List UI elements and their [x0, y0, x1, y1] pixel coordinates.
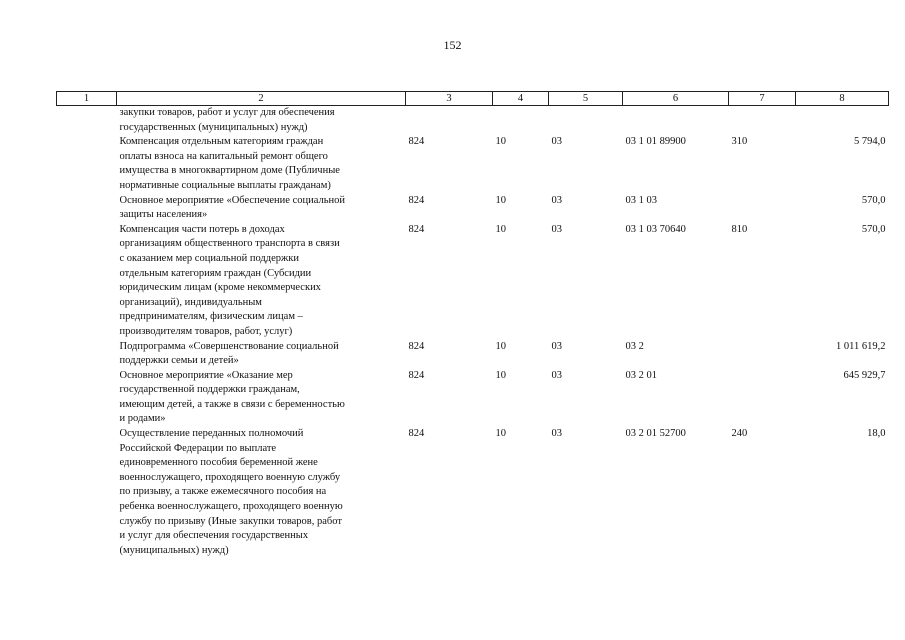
cell-target-article: 03 2 01 52700	[625, 428, 686, 440]
cell-expense-type	[729, 340, 796, 369]
column-header: 8	[796, 92, 889, 106]
cell-amount	[796, 106, 889, 136]
table-row	[57, 106, 889, 136]
table-row	[57, 369, 889, 427]
cell-subsection: 03	[551, 136, 562, 148]
page-number: 152	[443, 38, 462, 52]
row-name: Компенсация части потерь в доходах организациям общественного транспорта в связи с оказанием мер социальной поддержки отдельным категориям граждан (Субсидии юридическим лицам (кроме некоммерческих организаций), индивидуальным предпринимателям, физическим лицам – производителям товаров, работ, услуг)	[119, 223, 340, 337]
cell-expense-type: 810	[731, 223, 748, 235]
column-header: 1	[57, 92, 117, 106]
cell-subsection: 03	[551, 428, 562, 440]
cell-ministry-code: 824	[408, 223, 425, 235]
cell-ministry-code: 824	[408, 136, 425, 148]
cell-empty	[57, 427, 117, 558]
cell-amount: 5 794,0	[854, 136, 886, 148]
cell-target-article: 03 1 03	[625, 194, 657, 206]
cell-subsection: 03	[551, 340, 562, 352]
row-name: Компенсация отдельным категориям граждан оплаты взноса на капитальный ремонт общего имущества в многоквартирном доме (Публичные нормативные социальные выплаты гражданам)	[119, 136, 340, 191]
cell-section: 10	[495, 136, 506, 148]
row-name: Подпрограмма «Совершенствование социальной поддержки семьи и детей»	[119, 340, 339, 367]
row-name: Основное мероприятие «Обеспечение социальной защиты населения»	[119, 194, 345, 221]
cell-amount: 570,0	[861, 194, 886, 206]
budget-table	[56, 91, 889, 558]
column-header: 6	[623, 92, 729, 106]
column-number-header	[57, 92, 889, 106]
cell-subsection	[549, 106, 623, 136]
cell-target-article: 03 1 03 70640	[625, 223, 686, 235]
cell-subsection: 03	[551, 194, 562, 206]
table-row	[57, 427, 889, 558]
cell-amount: 1 011 619,2	[836, 340, 886, 352]
row-name: закупки товаров, работ и услуг для обеспечения государственных (муниципальных) нужд)	[119, 107, 335, 133]
column-header: 3	[406, 92, 493, 106]
cell-section: 10	[495, 223, 506, 235]
cell-expense-type	[729, 106, 796, 136]
row-name: Основное мероприятие «Оказание мер государственной поддержки гражданам, имеющим детей, а также в связи с беременностью и родами»	[119, 369, 345, 425]
table-row	[57, 135, 889, 193]
column-header: 2	[117, 92, 406, 106]
cell-ministry-code: 824	[408, 340, 425, 352]
cell-subsection: 03	[551, 369, 562, 381]
cell-amount: 18,0	[867, 428, 886, 440]
cell-ministry-code	[406, 106, 493, 136]
cell-subsection: 03	[551, 223, 562, 235]
cell-expense-type	[729, 369, 796, 427]
cell-empty	[57, 106, 117, 136]
cell-empty	[57, 340, 117, 369]
cell-empty	[57, 194, 117, 223]
cell-ministry-code: 824	[408, 194, 425, 206]
cell-section: 10	[495, 340, 506, 352]
cell-empty	[57, 223, 117, 340]
cell-target-article: 03 1 01 89900	[625, 136, 686, 148]
cell-expense-type: 240	[731, 428, 748, 440]
cell-empty	[57, 135, 117, 193]
table-row	[57, 194, 889, 223]
cell-ministry-code: 824	[408, 428, 425, 440]
column-header: 4	[493, 92, 549, 106]
cell-target-article: 03 2 01	[625, 369, 657, 381]
column-header: 7	[729, 92, 796, 106]
cell-target-article	[623, 106, 729, 136]
cell-empty	[57, 369, 117, 427]
table-row	[57, 340, 889, 369]
cell-section: 10	[495, 194, 506, 206]
cell-target-article: 03 2	[625, 340, 644, 352]
cell-section: 10	[495, 428, 506, 440]
cell-section: 10	[495, 369, 506, 381]
cell-expense-type: 310	[731, 136, 748, 148]
cell-expense-type	[729, 194, 796, 223]
cell-section	[493, 106, 549, 136]
table-row	[57, 223, 889, 340]
row-name: Осуществление переданных полномочий Российской Федерации по выплате единовременного пособия беременной жене военнослужащего, проходящего военную службу по призыву, а также ежемесячного пособия на ребенка военнослужащего, проходящего военную службу по призыву (Иные закупки товаров, работ и услуг для обеспечения государственных (муниципальных) нужд)	[119, 428, 343, 556]
cell-amount: 645 929,7	[843, 369, 886, 381]
cell-ministry-code: 824	[408, 369, 425, 381]
cell-amount: 570,0	[861, 223, 886, 235]
column-header: 5	[549, 92, 623, 106]
